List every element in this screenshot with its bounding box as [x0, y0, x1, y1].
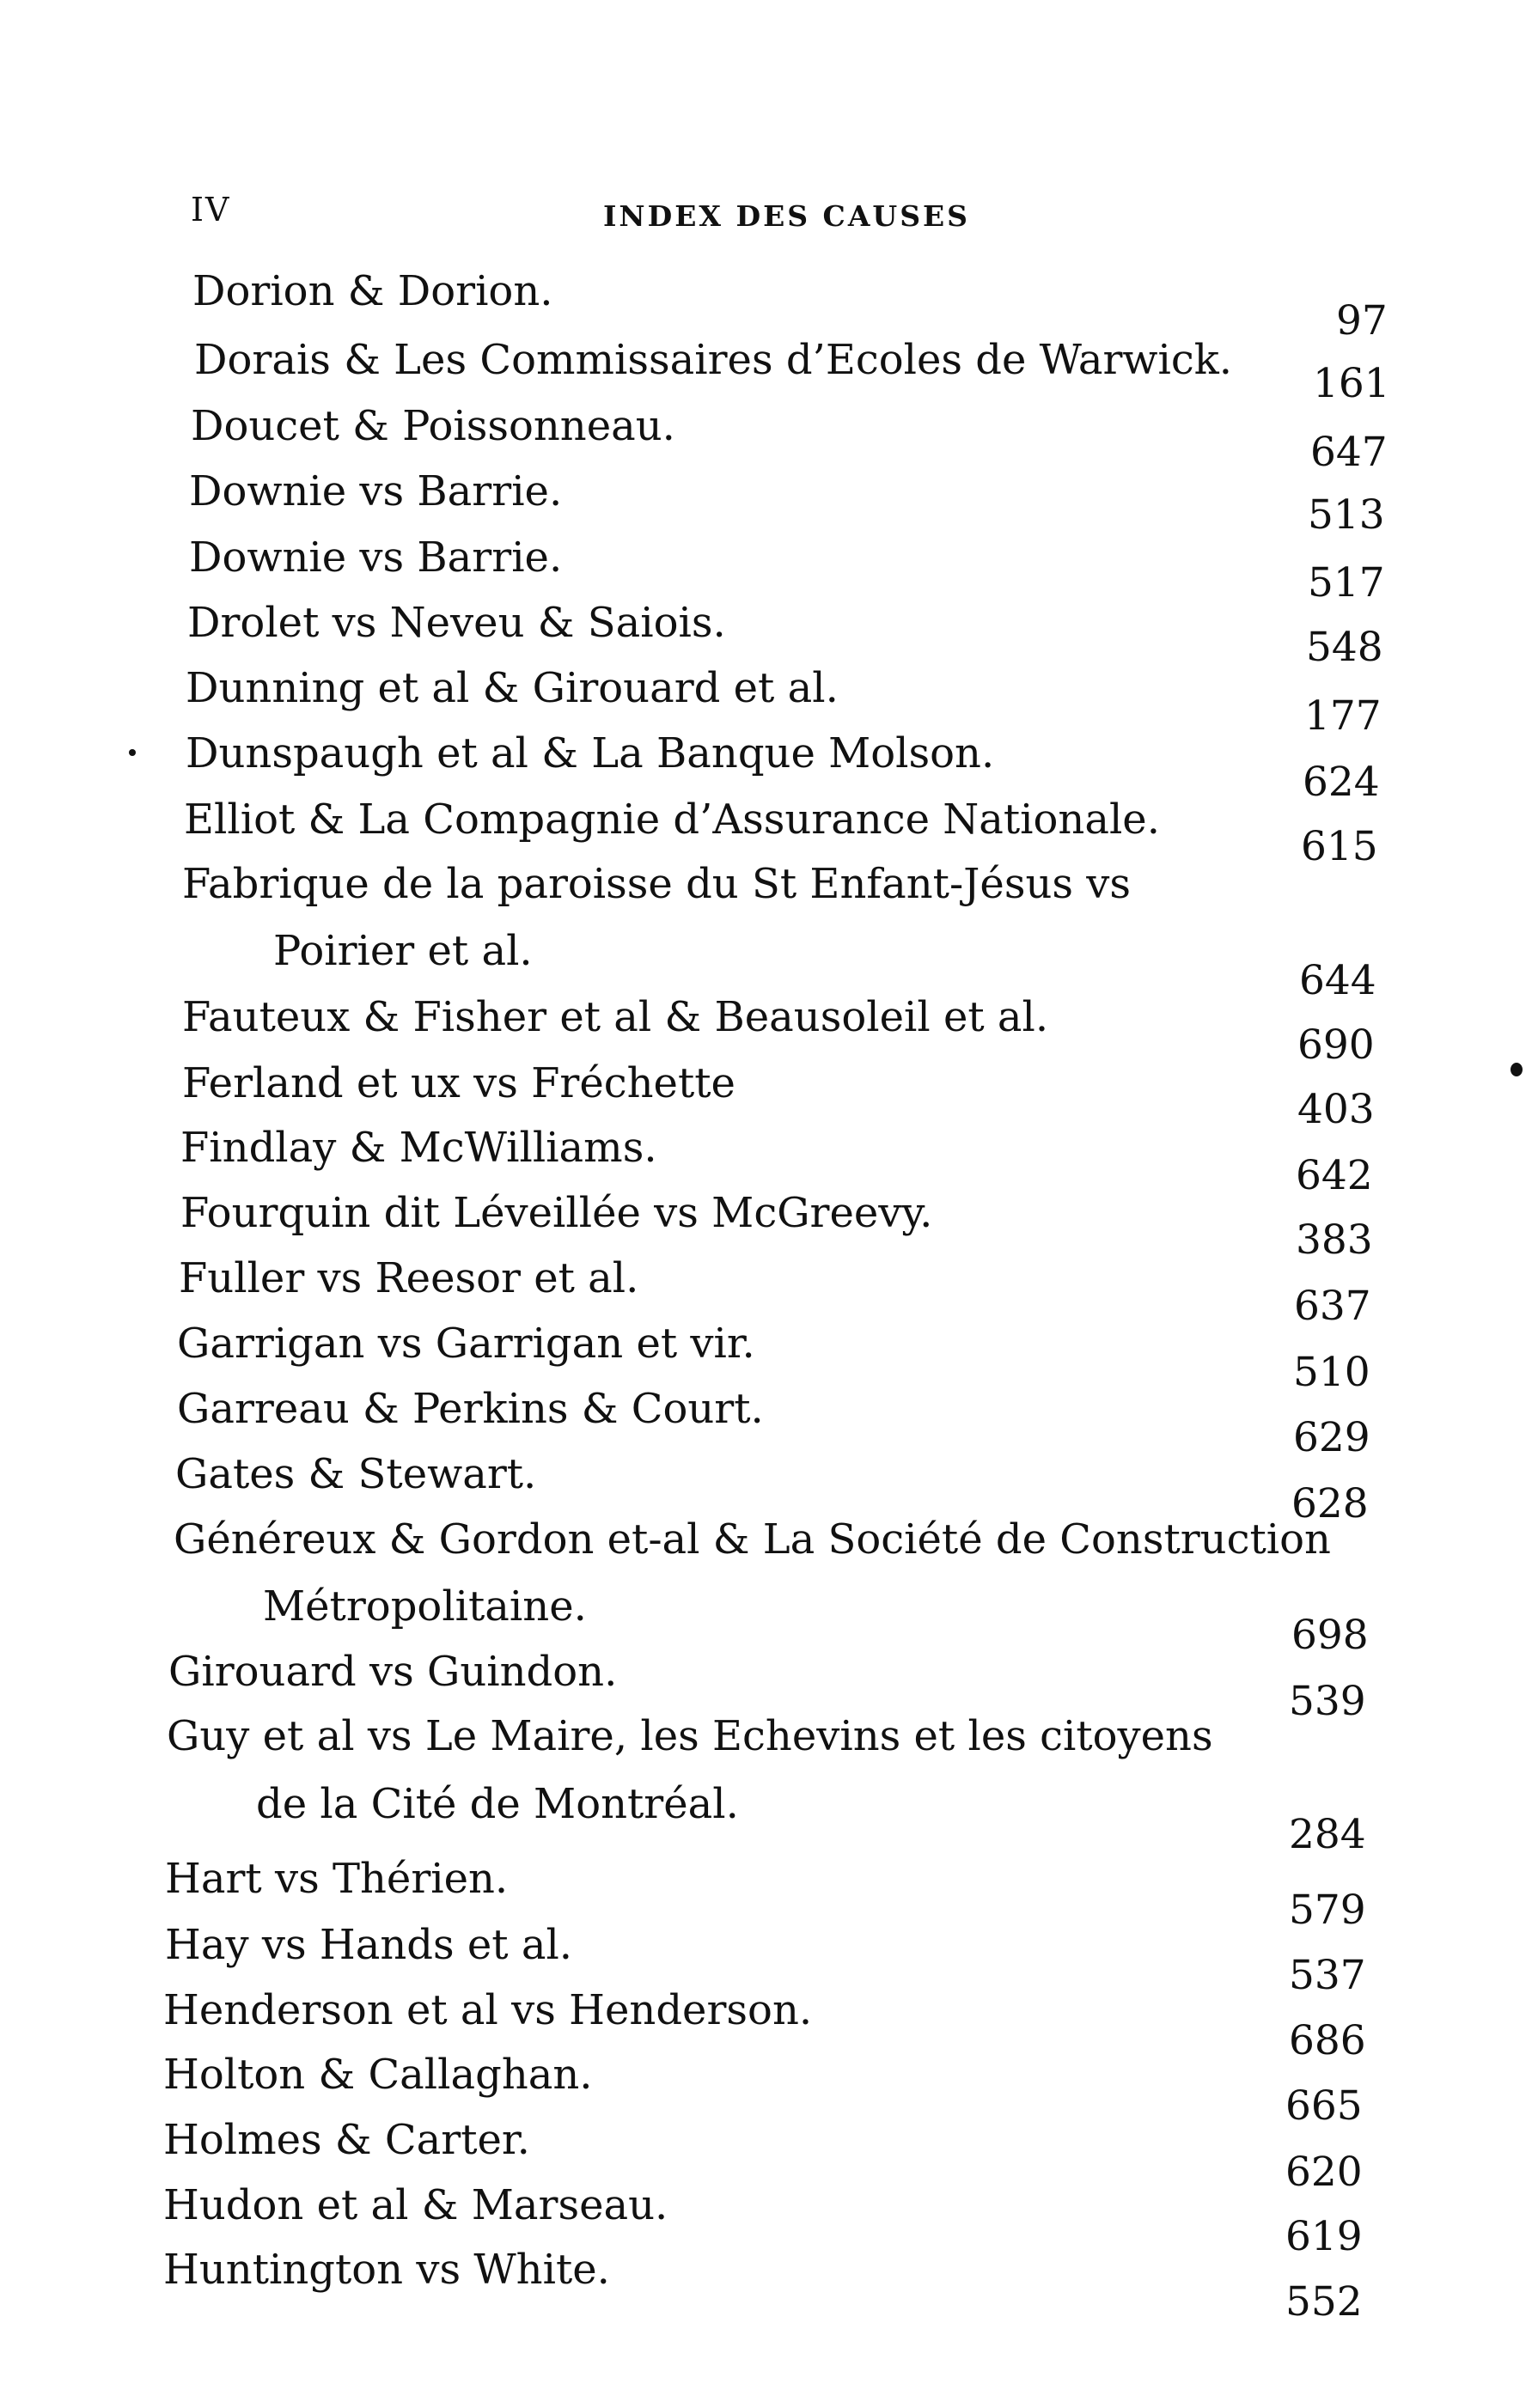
page-reference: 620 — [1285, 2149, 1363, 2196]
case-title: Fabrique de la paroisse du St Enfant-Jésus vs — [182, 860, 1131, 908]
case-title: Findlay & McWilliams. — [180, 1124, 657, 1172]
case-title: Fourquin dit Léveillée vs McGreevy. — [180, 1189, 933, 1237]
case-title-continuation: Poirier et al. — [273, 927, 533, 975]
case-title: Holton & Callaghan. — [163, 2051, 593, 2099]
page-reference: 698 — [1291, 1612, 1369, 1659]
case-title: Fuller vs Reesor et al. — [179, 1254, 639, 1302]
case-title: Dorion & Dorion. — [192, 267, 553, 315]
case-title: Fauteux & Fisher et al & Beausoleil et al. — [182, 993, 1049, 1041]
case-title: Gates & Stewart. — [175, 1450, 537, 1498]
case-title: Hart vs Thérien. — [165, 1855, 509, 1903]
case-title: Hay vs Hands et al. — [165, 1921, 573, 1969]
stray-mark — [1511, 1063, 1523, 1076]
page-reference: 552 — [1285, 2278, 1363, 2326]
case-title: Généreux & Gordon et-al & La Société de Construction — [174, 1515, 1331, 1564]
page-reference: 403 — [1297, 1086, 1375, 1133]
running-head: INDEX DES CAUSES — [603, 199, 971, 233]
page-reference: 629 — [1293, 1414, 1370, 1461]
page-reference: 665 — [1285, 2082, 1363, 2130]
page-reference: 537 — [1289, 1952, 1366, 1999]
page-reference: 513 — [1308, 491, 1385, 539]
page-reference: 284 — [1289, 1811, 1366, 1858]
case-title: Dorais & Les Commissaires d’Ecoles de Warwick. — [194, 336, 1233, 384]
case-title: Henderson et al vs Henderson. — [163, 1986, 813, 2034]
case-title-continuation: de la Cité de Montréal. — [256, 1780, 739, 1828]
page-reference: 619 — [1285, 2213, 1363, 2260]
case-title: Garrigan vs Garrigan et vir. — [177, 1320, 755, 1368]
page-reference: 615 — [1301, 823, 1378, 870]
page-reference: 517 — [1308, 559, 1385, 607]
page-reference: 177 — [1304, 692, 1382, 740]
page-reference: 624 — [1303, 759, 1380, 806]
page-reference: 644 — [1299, 957, 1376, 1004]
page-reference: 510 — [1293, 1349, 1370, 1396]
case-title: Huntington vs White. — [163, 2246, 610, 2294]
case-title: Holmes & Carter. — [163, 2116, 530, 2164]
page-reference: 161 — [1313, 360, 1390, 407]
page-reference: 628 — [1291, 1480, 1369, 1527]
case-title: Doucet & Poissonneau. — [191, 402, 675, 450]
page-reference: 637 — [1294, 1283, 1371, 1330]
page-reference: 686 — [1289, 2017, 1366, 2064]
case-title: Ferland et ux vs Fréchette — [182, 1059, 735, 1107]
page-reference: 548 — [1306, 624, 1383, 671]
case-title: Elliot & La Compagnie d’Assurance Nationale. — [184, 796, 1160, 844]
case-title: Guy et al vs Le Maire, les Echevins et les citoyens — [167, 1712, 1213, 1760]
case-title: Dunspaugh et al & La Banque Molson. — [186, 729, 995, 777]
page-folio: IV — [191, 191, 231, 229]
stray-mark — [129, 749, 136, 756]
case-title: Hudon et al & Marseau. — [163, 2181, 668, 2229]
case-title: Downie vs Barrie. — [189, 533, 563, 582]
page-reference: 97 — [1336, 297, 1388, 344]
page-reference: 383 — [1296, 1216, 1373, 1264]
page-reference: 579 — [1289, 1887, 1366, 1934]
case-title-continuation: Métropolitaine. — [263, 1582, 587, 1631]
page-reference: 642 — [1296, 1152, 1373, 1199]
case-title: Garreau & Perkins & Court. — [177, 1385, 764, 1433]
page-reference: 539 — [1289, 1678, 1366, 1725]
page-reference: 647 — [1310, 429, 1388, 476]
case-title: Drolet vs Neveu & Saiois. — [187, 599, 726, 647]
page-reference: 690 — [1297, 1021, 1375, 1069]
case-title: Downie vs Barrie. — [189, 467, 563, 515]
case-title: Dunning et al & Girouard et al. — [186, 664, 839, 712]
case-title: Girouard vs Guindon. — [168, 1648, 618, 1696]
